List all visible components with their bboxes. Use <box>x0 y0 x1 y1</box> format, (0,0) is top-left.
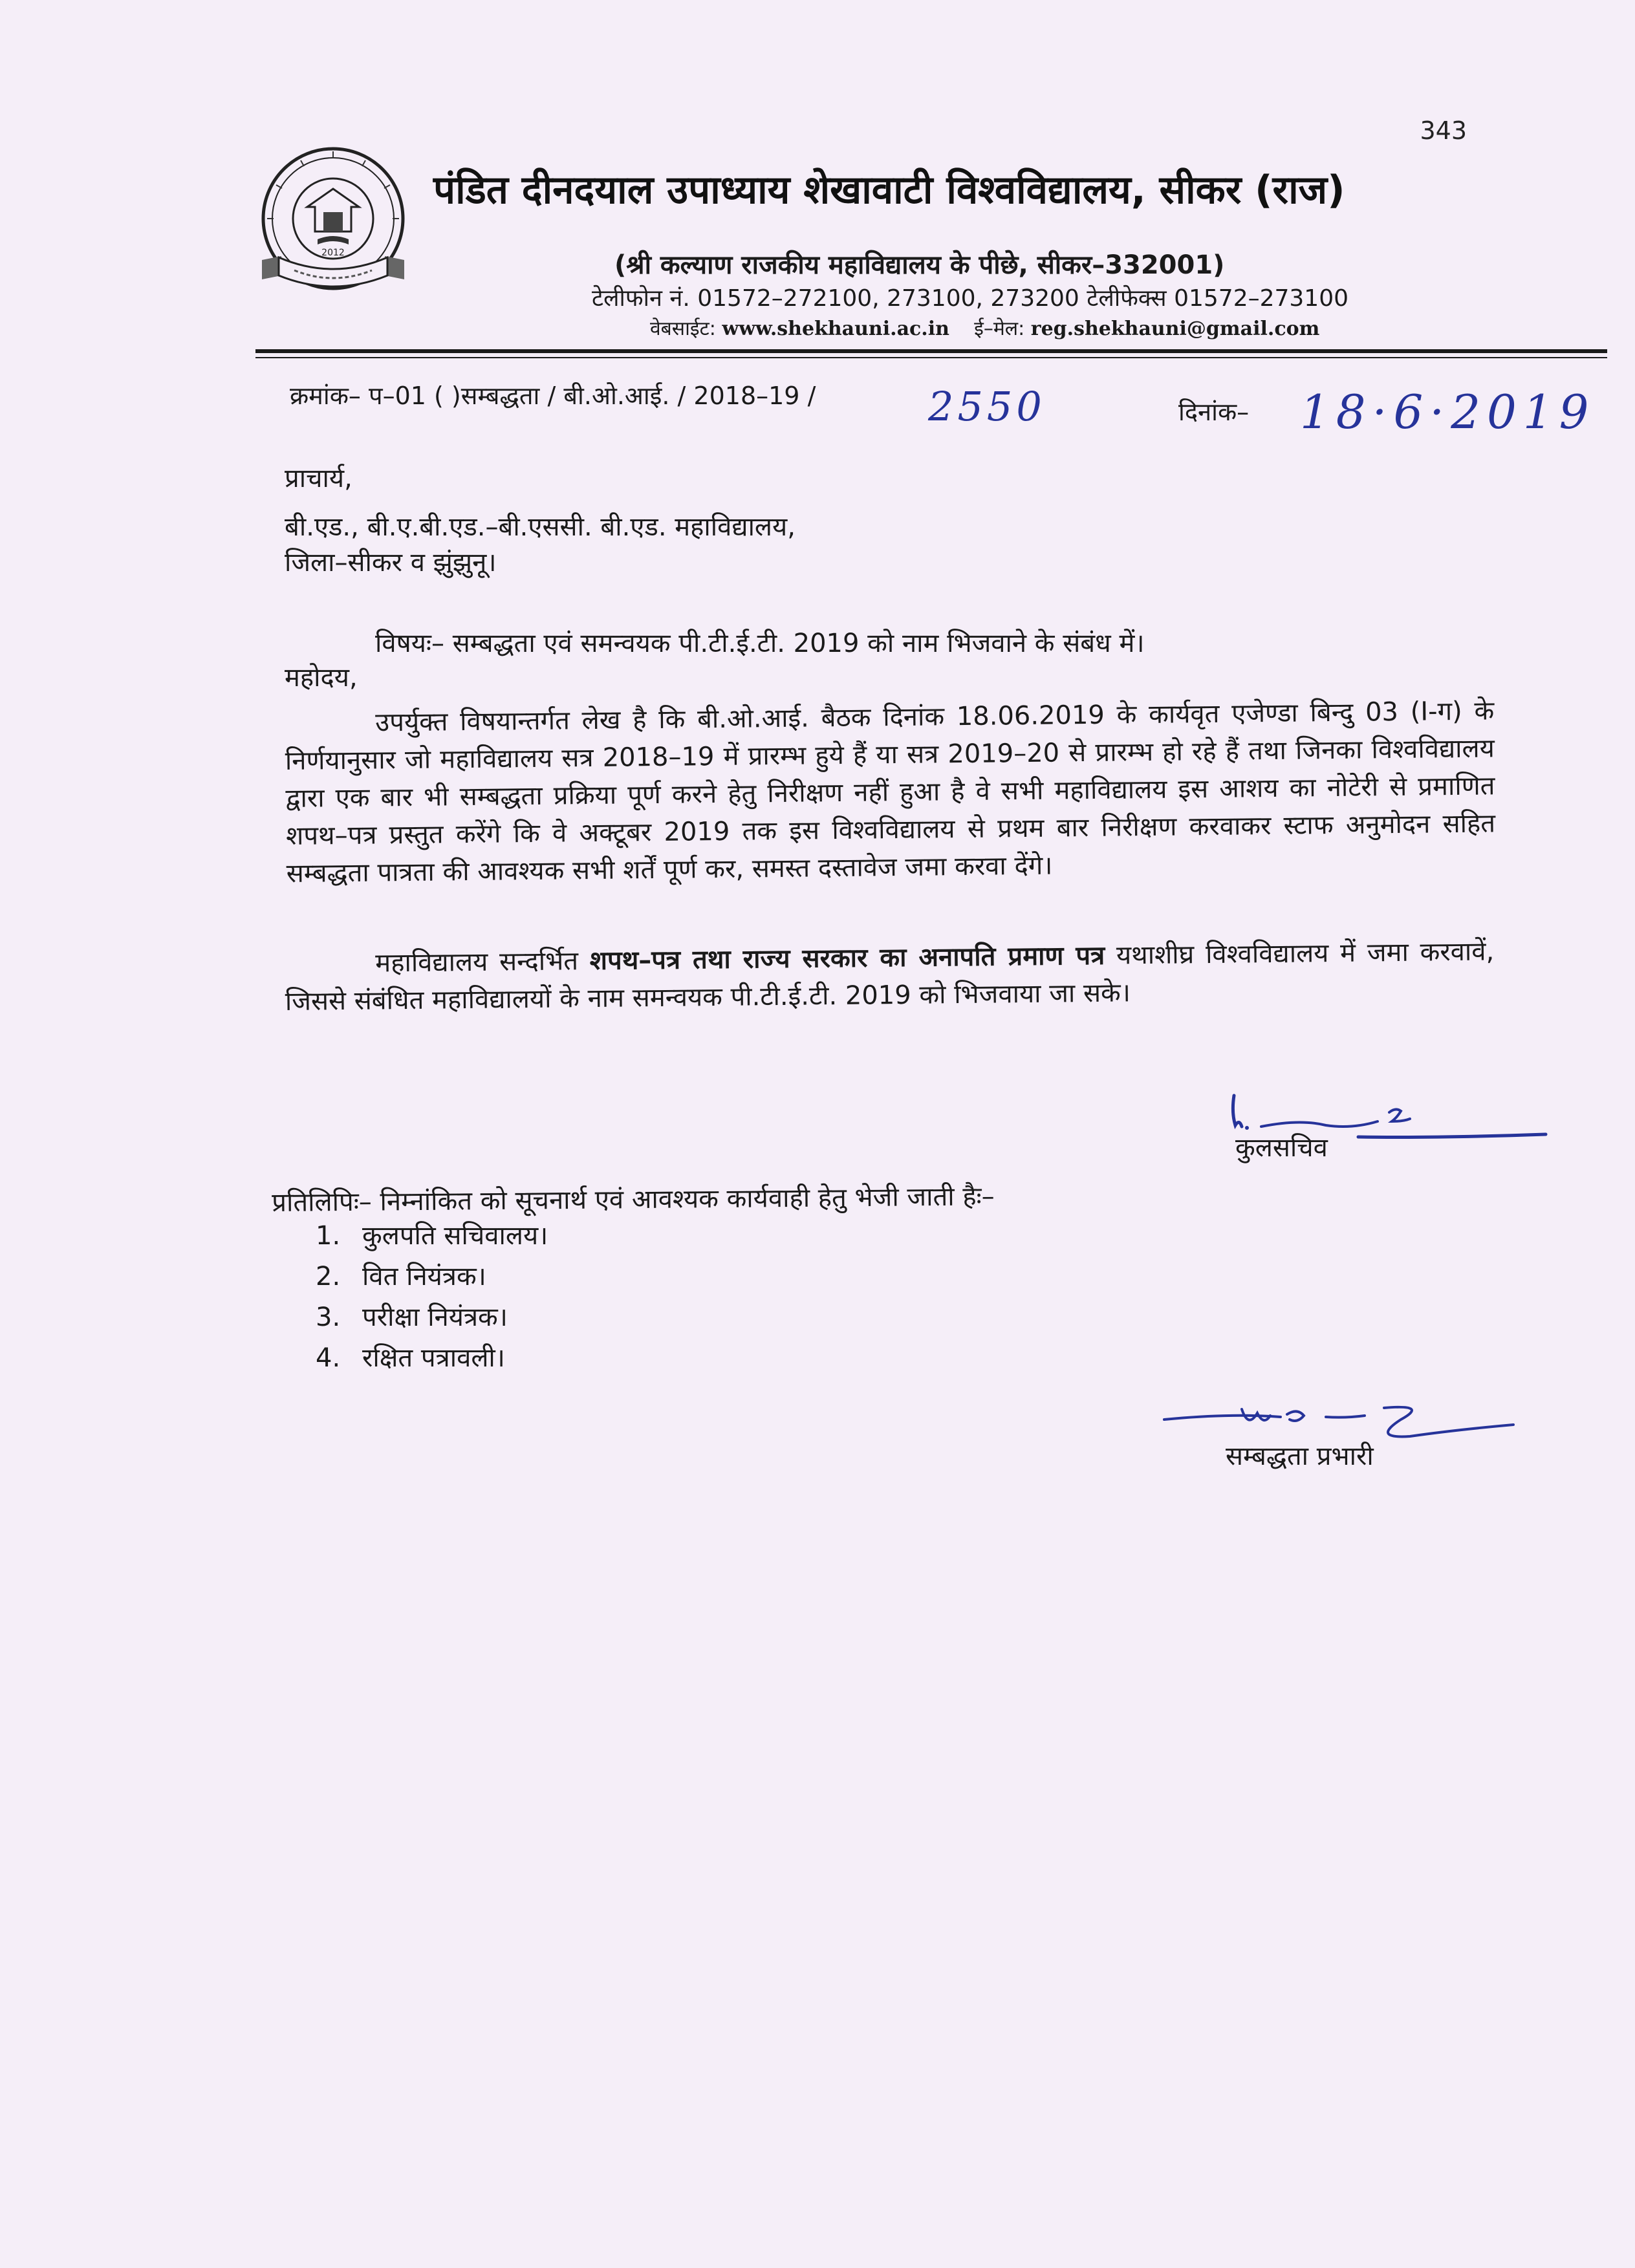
university-address: (श्री कल्याण राजकीय महाविद्यालय के पीछे, सीकर–332001) <box>614 250 1225 280</box>
copy-to-intro: प्रतिलिपिः– निम्नांकित को सूचनार्थ एवं आवश्यक कार्यवाही हेतु भेजी जाती हैः– <box>272 1182 995 1218</box>
list-item: 2. वित नियंत्रक। <box>316 1262 486 1291</box>
email-link[interactable]: reg.shekhauni@gmail.com <box>1030 318 1320 340</box>
university-seal-icon <box>255 142 411 297</box>
copy-to-list <box>316 1216 548 1379</box>
date-handwritten: 18·6·2019 <box>1300 385 1596 439</box>
reference-label: क्रमांक– प–01 ( )सम्बद्धता / बी.ओ.आई. / 2018–19 / <box>290 382 816 410</box>
body-paragraph-2-end: यथाशीघ्र विश्वविद्यालय में जमा करवावें, जिससे संबंधित महाविद्यालयों के नाम समन्वयक पी.टी.ई.टी. 2019 को भिजवाया जा सके। <box>285 936 1495 1017</box>
email-label: ई–मेल: <box>974 318 1025 340</box>
body-paragraph-2 <box>285 933 1495 1021</box>
contact-line <box>650 314 1319 341</box>
addressee-line-1: प्राचार्य, <box>285 464 352 493</box>
registrar-title: कुलसचिव <box>1235 1133 1328 1163</box>
subject-line: विषयः– सम्बद्धता एवं समन्वयक पी.टी.ई.टी. 2019 को नाम भिजवाने के संबंध में। <box>375 629 1145 658</box>
addressee-line-2: बी.एड., बी.ए.बी.एड.–बी.एससी. बी.एड. महाविद्यालय, <box>285 512 796 542</box>
university-name: पंडित दीनदयाल उपाध्याय शेखावाटी विश्वविद्यालय, सीकर (राज) <box>433 167 1345 213</box>
body-paragraph-2-start: महाविद्यालय सन्दर्भित <box>375 946 579 978</box>
header-divider-thin <box>255 357 1607 358</box>
page-number: 343 <box>1420 116 1467 145</box>
body-paragraph-1 <box>285 692 1496 892</box>
salutation: महोदय, <box>285 663 358 693</box>
list-item: 1. कुलपति सचिवालय। <box>316 1221 548 1251</box>
body-paragraph-2-emphasis: शपथ–पत्र तथा राज्य सरकार का अनापति प्रमाण पत्र <box>589 940 1105 977</box>
website-label: वेबसाईट: <box>650 318 716 340</box>
reference-number-handwritten: 2550 <box>928 383 1046 430</box>
date-label: दिनांक– <box>1178 398 1250 426</box>
phone-line: टेलीफोन नं. 01572–272100, 273100, 273200 टेलीफेक्स 01572–273100 <box>592 285 1349 312</box>
seal-year: 2012 <box>321 248 345 258</box>
header-divider <box>255 349 1607 353</box>
affiliation-incharge-title: सम्बद्धता प्रभारी <box>1226 1442 1374 1471</box>
addressee-line-3: जिला–सीकर व झुंझुनू। <box>285 548 497 578</box>
website-link[interactable]: www.shekhauni.ac.in <box>722 318 949 340</box>
list-item: 4. रक्षित पत्रावली। <box>316 1343 505 1373</box>
body-paragraph-1-text: उपर्युक्त विषयान्तर्गत लेख है कि बी.ओ.आई. बैठक दिनांक 18.06.2019 के कार्यवृत एजेण्डा बिन्दु 03 (I-ग) के निर्णयानुसार जो महाविद्यालय सत्र 2018–19 में प्रारम्भ हुये हैं या सत्र 2019–20 से प्रारम्भ हो रहे हैं तथा जिनका विश्वविद्यालय द्वारा एक बार भी सम्बद्धता प्रक्रिया पूर्ण करने हेतु निरीक्षण नहीं हुआ है वे सभी महाविद्यालय इस आशय का नोटेरी से प्रमाणित शपथ–पत्र प्रस्तुत करेंगे कि वे अक्टूबर 2019 तक इस विश्वविद्यालय से प्रथम बार निरीक्षण करवाकर स्टाफ अनुमोदन सहित सम्बद्धता पात्रता की आवश्यक सभी शर्तें पूर्ण कर, समस्त दस्तावेज जमा करवा देंगे। <box>285 696 1496 889</box>
list-item: 3. परीक्षा नियंत्रक। <box>316 1302 508 1332</box>
